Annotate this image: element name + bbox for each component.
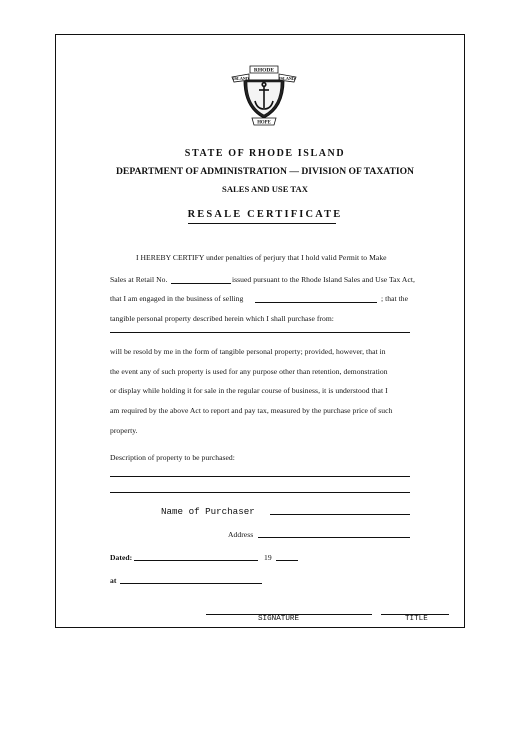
resale-text-line-1: will be resold by me in the form of tangible personal property; provided, however, that in [110, 347, 386, 356]
form-title-underline [188, 223, 336, 224]
business-suffix: ; that the [381, 294, 409, 303]
description-field-2[interactable] [110, 492, 410, 493]
purchaser-name-field[interactable] [270, 514, 410, 515]
at-label: at [110, 576, 117, 585]
dated-field[interactable] [134, 560, 258, 561]
permit-label: Sales at Retail No. [110, 275, 168, 284]
rhode-island-seal [230, 60, 298, 128]
purchase-from-label: tangible personal property described herein which I shall purchase from: [110, 314, 334, 323]
purchaser-name-label: Name of Purchaser [161, 506, 255, 517]
business-label: that I am engaged in the business of selling [110, 294, 244, 303]
certify-line-1: I HEREBY CERTIFY under penalties of perjury that I hold valid Permit to Make [136, 253, 387, 262]
department-heading: DEPARTMENT OF ADMINISTRATION — DIVISION OF TAXATION [116, 166, 414, 177]
purchase-from-field[interactable] [110, 332, 410, 333]
year-field[interactable] [276, 560, 298, 561]
resale-text-line-5: property. [110, 426, 138, 435]
permit-number-field[interactable] [171, 283, 231, 284]
year-prefix: 19 [264, 553, 272, 562]
signature-label: SIGNATURE [258, 615, 300, 623]
form-title: RESALE CERTIFICATE [187, 209, 343, 220]
state-heading: STATE OF RHODE ISLAND [184, 148, 346, 159]
dated-label: Dated: [110, 553, 133, 562]
seal-banner-left: ISLAND [233, 76, 249, 81]
seal-banner-bottom: HOPE [257, 120, 271, 126]
tax-heading: SALES AND USE TAX [222, 184, 308, 194]
resale-text-line-3: or display while holding it for sale in the regular course of business, it is understood that I [110, 386, 388, 395]
resale-text-line-2: the event any of such property is used for any purpose other than retention, demonstration [110, 367, 388, 376]
address-label: Address [228, 530, 254, 539]
description-label: Description of property to be purchased: [110, 453, 235, 462]
business-selling-field[interactable] [255, 302, 377, 303]
permit-issued-text: issued pursuant to the Rhode Island Sales and Use Tax Act, [232, 275, 415, 284]
address-field[interactable] [258, 537, 410, 538]
resale-text-line-4: am required by the above Act to report and pay tax, measured by the purchase price of such [110, 406, 393, 415]
seal-banner-right: ISLAND [279, 76, 295, 81]
description-field-1[interactable] [110, 476, 410, 477]
seal-banner-top: RHODE [253, 67, 275, 74]
at-location-field[interactable] [120, 583, 262, 584]
title-label: TITLE [405, 615, 428, 623]
